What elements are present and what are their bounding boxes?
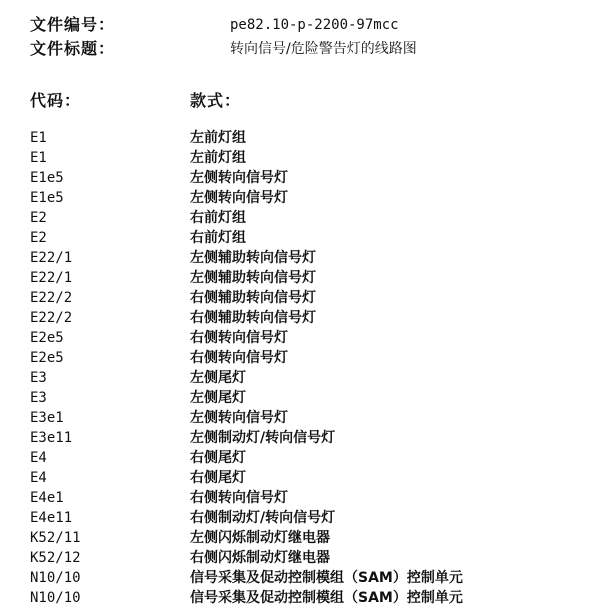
table-row — [0, 168, 601, 188]
component-code: E4e1 — [30, 490, 64, 506]
component-code: E1 — [30, 130, 47, 146]
table-row — [0, 368, 601, 388]
table-row — [0, 328, 601, 348]
component-code: N10/10 — [30, 570, 81, 586]
component-model: 左前灯组 — [190, 130, 246, 146]
table-row — [0, 408, 601, 428]
table-row — [0, 308, 601, 328]
component-model: 左侧尾灯 — [190, 370, 246, 386]
component-model: 右前灯组 — [190, 230, 246, 246]
component-code: E3 — [30, 370, 47, 386]
component-model: 左侧闪烁制动灯继电器 — [190, 530, 330, 546]
table-row — [0, 588, 601, 608]
table-row — [0, 228, 601, 248]
doc-number-row — [30, 14, 590, 36]
component-model: 左侧转向信号灯 — [190, 190, 288, 206]
component-code: K52/11 — [30, 530, 81, 546]
component-code: E1 — [30, 150, 47, 166]
component-model: 右侧辅助转向信号灯 — [190, 310, 316, 326]
doc-title-value: 转向信号/危险警告灯的线路图 — [230, 41, 417, 57]
doc-number-label: 文件编号： — [30, 15, 116, 34]
component-code: E4e11 — [30, 510, 73, 526]
doc-title-row — [30, 38, 590, 60]
component-model: 右侧转向信号灯 — [190, 350, 288, 366]
table-row — [0, 188, 601, 208]
component-code: E2e5 — [30, 330, 64, 346]
component-code: E1e5 — [30, 170, 64, 186]
table-row — [0, 468, 601, 488]
component-code: E22/2 — [30, 290, 73, 306]
table-row — [0, 508, 601, 528]
component-code: E2e5 — [30, 350, 64, 366]
table-row — [0, 548, 601, 568]
component-model: 左侧尾灯 — [190, 390, 246, 406]
component-model: 信号采集及促动控制模组（SAM）控制单元 — [190, 570, 463, 586]
table-row — [0, 388, 601, 408]
component-model: 左侧辅助转向信号灯 — [190, 270, 316, 286]
table-row — [0, 488, 601, 508]
column-header-model: 款式： — [190, 91, 242, 110]
table-row — [0, 568, 601, 588]
component-code: E22/1 — [30, 270, 73, 286]
component-model: 右侧转向信号灯 — [190, 490, 288, 506]
table-row — [0, 448, 601, 468]
table-row — [0, 148, 601, 168]
component-model: 右侧闪烁制动灯继电器 — [190, 550, 330, 566]
doc-number-value: pe82.10-p-2200-97mcc — [230, 17, 399, 33]
component-model: 左侧转向信号灯 — [190, 410, 288, 426]
component-code: K52/12 — [30, 550, 81, 566]
doc-title-label: 文件标题： — [30, 39, 116, 58]
component-code: E4 — [30, 470, 47, 486]
table-row — [0, 528, 601, 548]
component-code: E22/1 — [30, 250, 73, 266]
component-model: 右侧制动灯/转向信号灯 — [190, 510, 336, 526]
component-model: 左前灯组 — [190, 150, 246, 166]
component-list — [0, 128, 601, 608]
table-row — [0, 348, 601, 368]
component-model: 左侧制动灯/转向信号灯 — [190, 430, 336, 446]
component-code: N10/10 — [30, 590, 81, 606]
table-row — [0, 288, 601, 308]
component-code: E3e1 — [30, 410, 64, 426]
component-model: 右侧尾灯 — [190, 450, 246, 466]
component-model: 右前灯组 — [190, 210, 246, 226]
component-code: E4 — [30, 450, 47, 466]
component-model: 左侧辅助转向信号灯 — [190, 250, 316, 266]
component-code: E3e11 — [30, 430, 73, 446]
component-code: E2 — [30, 230, 47, 246]
component-model: 右侧转向信号灯 — [190, 330, 288, 346]
table-row — [0, 248, 601, 268]
component-code: E3 — [30, 390, 47, 406]
component-code: E22/2 — [30, 310, 73, 326]
table-row — [0, 128, 601, 148]
component-model: 右侧辅助转向信号灯 — [190, 290, 316, 306]
column-header-code: 代码： — [30, 91, 82, 110]
component-model: 左侧转向信号灯 — [190, 170, 288, 186]
table-row — [0, 268, 601, 288]
component-model: 右侧尾灯 — [190, 470, 246, 486]
component-code: E2 — [30, 210, 47, 226]
component-model: 信号采集及促动控制模组（SAM）控制单元 — [190, 590, 463, 606]
table-row — [0, 208, 601, 228]
component-code: E1e5 — [30, 190, 64, 206]
table-row — [0, 428, 601, 448]
